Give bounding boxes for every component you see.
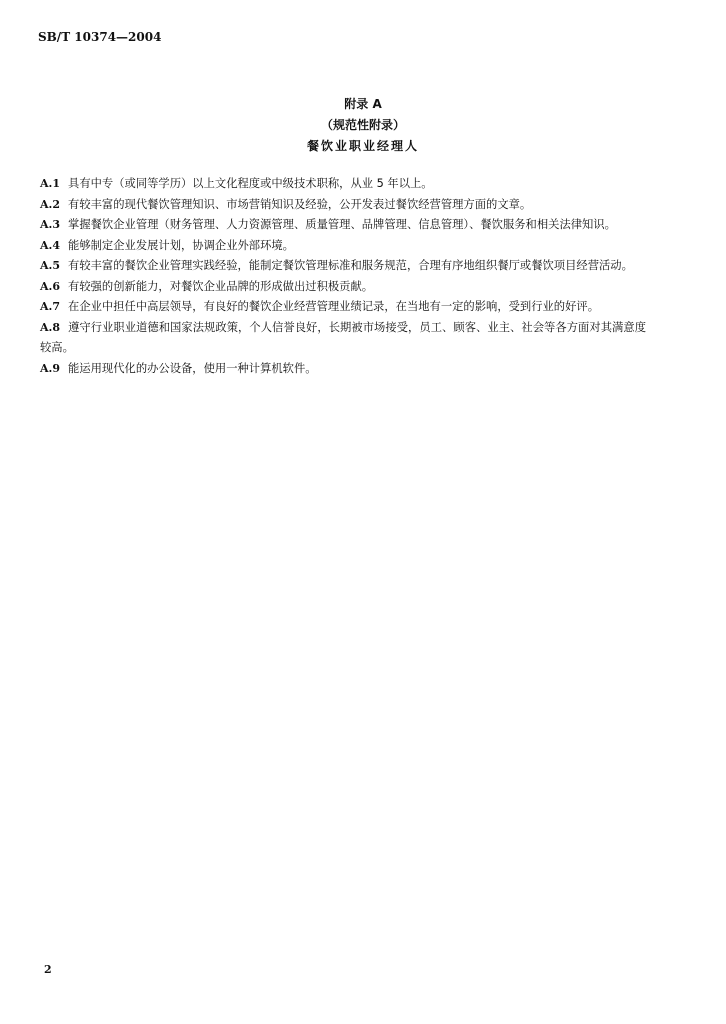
clause-a4	[40, 236, 646, 257]
clause-text: 有较强的创新能力，对餐饮企业品牌的形成做出过积极贡献。	[68, 279, 374, 293]
annex-type: （规范性附录）	[320, 118, 405, 132]
clause-number: A.8	[40, 320, 61, 334]
clause-text: 遵守行业职业道德和国家法规政策，个人信誉良好，长期被市场接受，员工、顾客、业主、社会等各方面对其满意度较高。	[40, 320, 646, 354]
clause-text: 掌握餐饮企业管理（财务管理、人力资源管理、质量管理、品牌管理、信息管理）、餐饮服务和相关法律知识。	[68, 218, 616, 231]
clause-a1	[40, 174, 646, 195]
clause-number: A.7	[40, 300, 61, 313]
clause-a9	[40, 359, 646, 380]
standard-number: SB/T 10374—2004	[38, 30, 162, 44]
clause-text: 有较丰富的现代餐饮管理知识、市场营销知识及经验，公开发表过餐饮经营管理方面的文章。	[68, 197, 532, 211]
annex-subject: 餐饮业职业经理人	[306, 139, 419, 153]
clause-number: A.2	[40, 197, 61, 211]
clause-list	[40, 174, 646, 379]
clause-a2	[40, 195, 646, 216]
clause-number: A.6	[40, 279, 61, 293]
clause-a7	[40, 297, 646, 318]
clause-number: A.1	[40, 177, 61, 190]
clause-number: A.5	[40, 259, 61, 272]
clause-a3	[40, 215, 646, 236]
clause-a6	[40, 277, 646, 298]
clause-text: 有较丰富的餐饮企业管理实践经验，能制定餐饮管理标准和服务规范，合理有序地组织餐厅或餐饮项目经营活动。	[68, 259, 633, 272]
page-number: 2	[44, 963, 52, 976]
clause-text: 能够制定企业发展计划，协调企业外部环境。	[68, 238, 294, 252]
clause-number: A.4	[40, 238, 61, 252]
clause-a8	[40, 318, 646, 359]
clause-text: 具有中专（或同等学历）以上文化程度或中级技术职称，从业 5 年以上。	[68, 177, 433, 190]
clause-number: A.9	[40, 361, 61, 375]
annex-title: 附录 A	[344, 97, 382, 111]
clause-text: 在企业中担任中高层领导，有良好的餐饮企业经营管理业绩记录，在当地有一定的影响，受到行业的好评。	[68, 300, 599, 313]
clause-number: A.3	[40, 218, 61, 231]
clause-a5	[40, 256, 646, 277]
clause-text: 能运用现代化的办公设备，使用一种计算机软件。	[68, 361, 317, 375]
